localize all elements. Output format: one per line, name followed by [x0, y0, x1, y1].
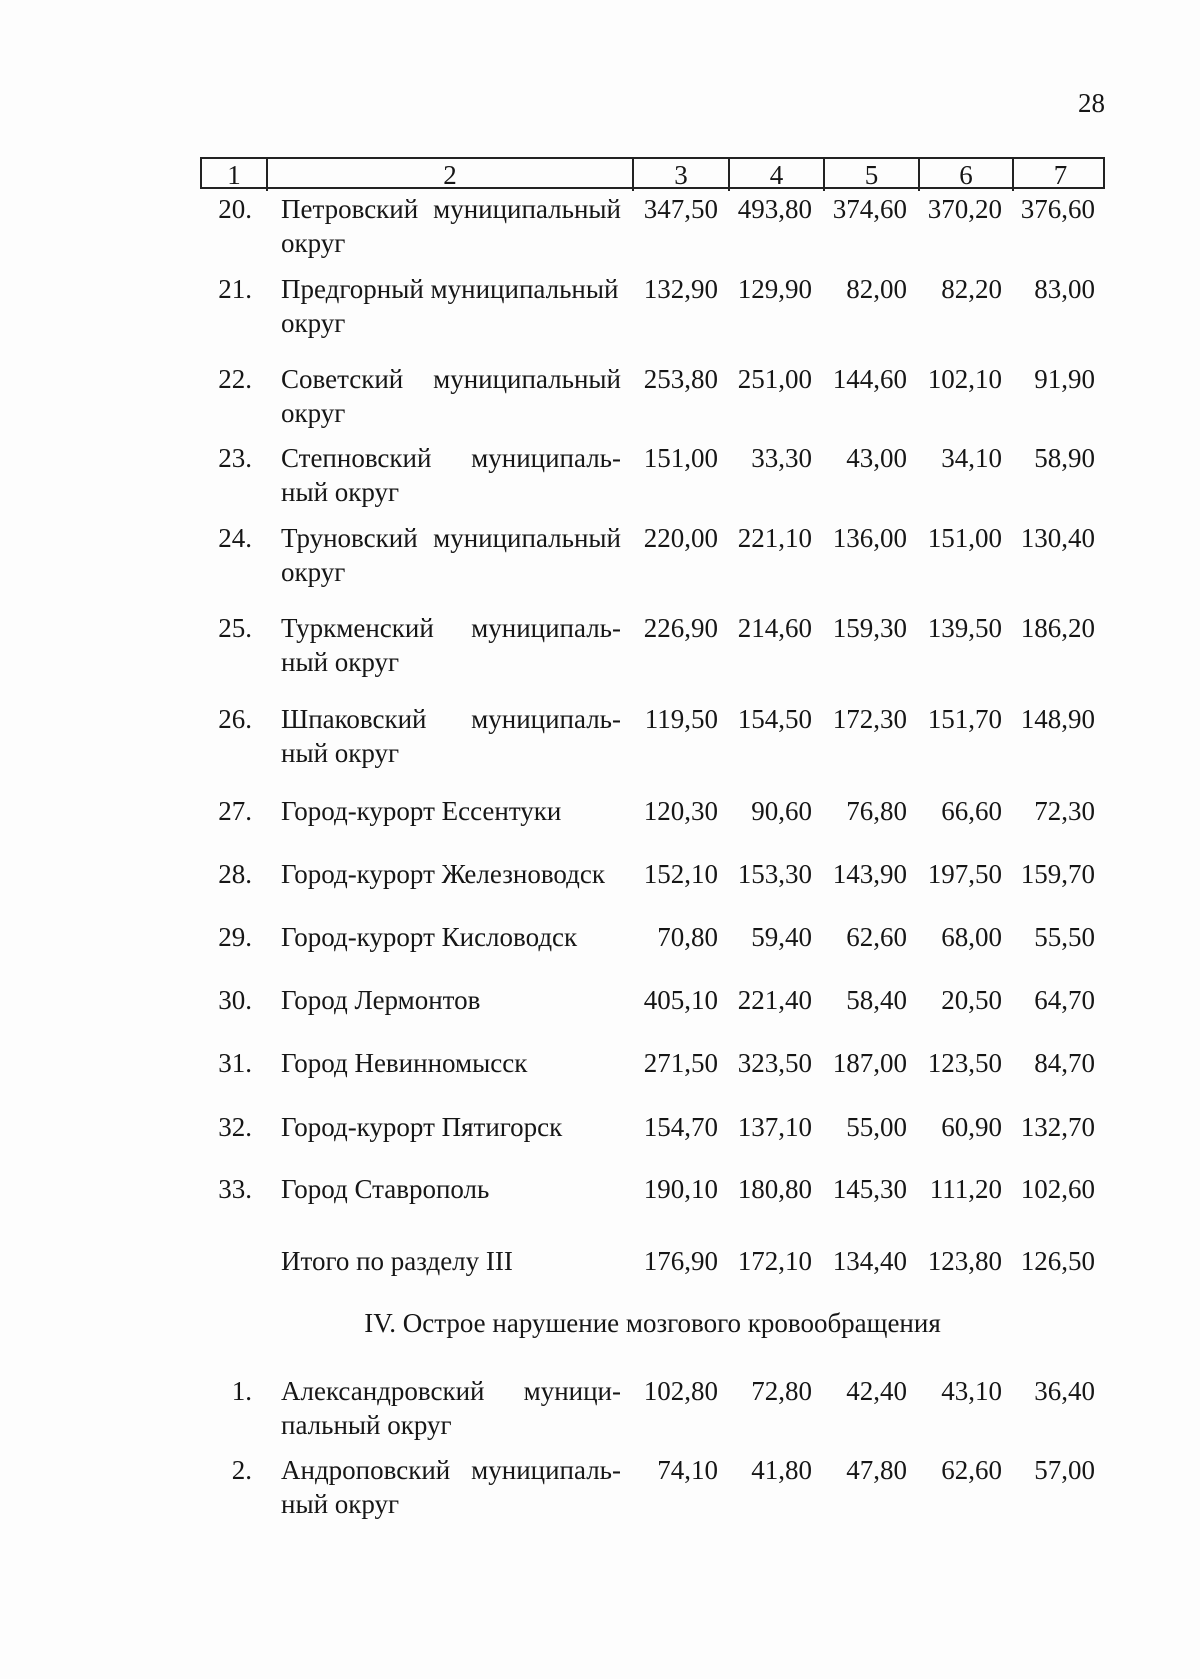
row-value-col7: 91,90	[1034, 364, 1095, 394]
row-number: 32.	[218, 1112, 252, 1142]
row-name-word: Город Ставрополь	[281, 1174, 490, 1204]
row-value-col7: 186,20	[1020, 613, 1095, 643]
row-value-col7: 376,60	[1020, 194, 1095, 224]
row-value-col7: 58,90	[1034, 443, 1095, 473]
row-value-col6: 123,50	[927, 1048, 1002, 1078]
row-value-col6: 60,90	[941, 1112, 1002, 1142]
row-name	[281, 794, 621, 828]
row-value-col3: 271,50	[643, 1048, 718, 1078]
row-value-col7: 55,50	[1034, 922, 1095, 952]
row-value-col3: 253,80	[643, 364, 718, 394]
row-value-col6: 151,00	[927, 523, 1002, 553]
row-value-col3: 176,90	[643, 1246, 718, 1276]
row-value-col3: 220,00	[643, 523, 718, 553]
row-name-word: Город-курорт Пятигорск	[281, 1112, 563, 1142]
row-value-col6: 62,60	[941, 1455, 1002, 1485]
row-name-word: Советский	[281, 364, 404, 394]
row-name-line2: ный округ	[281, 647, 400, 677]
row-name-word: Город-курорт Кисловодск	[281, 922, 578, 952]
row-name	[281, 1110, 621, 1144]
row-value-col6: 123,80	[927, 1246, 1002, 1276]
row-name-word: Итого по разделу III	[281, 1246, 513, 1276]
row-value-col4: 214,60	[737, 613, 812, 643]
row-number: 33.	[218, 1174, 252, 1204]
row-value-col5: 76,80	[846, 796, 907, 826]
row-name-word: Александровский	[281, 1376, 485, 1406]
row-name-line2: округ	[281, 398, 346, 428]
row-value-col5: 136,00	[832, 523, 907, 553]
row-name	[281, 272, 621, 340]
row-name-word: Андроповский	[281, 1455, 451, 1485]
row-value-col3: 226,90	[643, 613, 718, 643]
header-col-1: 1	[202, 159, 268, 191]
row-value-col7: 148,90	[1020, 704, 1095, 734]
row-number: 30.	[218, 985, 252, 1015]
row-value-col6: 34,10	[941, 443, 1002, 473]
row-number: 20.	[218, 194, 252, 224]
row-value-col5: 58,40	[846, 985, 907, 1015]
header-col-5: 5	[825, 159, 920, 191]
row-number: 23.	[218, 443, 252, 473]
row-value-col4: 180,80	[737, 1174, 812, 1204]
row-value-col3: 70,80	[657, 922, 718, 952]
row-name-word: Степновский	[281, 443, 432, 473]
row-value-col6: 20,50	[941, 985, 1002, 1015]
row-name	[281, 611, 621, 679]
row-value-col7: 36,40	[1034, 1376, 1095, 1406]
table-header	[200, 157, 1105, 189]
row-name	[281, 441, 621, 509]
row-name-word: Петровский	[281, 194, 419, 224]
row-value-col3: 347,50	[643, 194, 718, 224]
row-value-col6: 66,60	[941, 796, 1002, 826]
row-name-word: Город Невинномысск	[281, 1048, 528, 1078]
row-value-col5: 159,30	[832, 613, 907, 643]
row-number: 27.	[218, 796, 252, 826]
row-value-col4: 154,50	[737, 704, 812, 734]
row-name-word: муниципаль-	[471, 1455, 621, 1485]
row-name-word: муниципаль-	[471, 443, 621, 473]
row-value-col5: 144,60	[832, 364, 907, 394]
row-value-col4: 137,10	[737, 1112, 812, 1142]
row-value-col7: 64,70	[1034, 985, 1095, 1015]
section-title: IV. Острое нарушение мозгового кровообращения	[364, 1308, 941, 1338]
row-value-col5: 134,40	[832, 1246, 907, 1276]
header-col-7: 7	[1053, 160, 1068, 190]
row-value-col6: 43,10	[941, 1376, 1002, 1406]
row-value-col6: 139,50	[927, 613, 1002, 643]
row-value-col7: 72,30	[1034, 796, 1095, 826]
row-name-line2: ный округ	[281, 1489, 400, 1519]
row-name-line2: ный округ	[281, 738, 400, 768]
row-name-word: муниципальный	[433, 523, 621, 553]
row-name-word: Город Лермонтов	[281, 985, 481, 1015]
row-value-col4: 153,30	[737, 859, 812, 889]
row-name-word: Туркменский	[281, 613, 434, 643]
row-value-col7: 102,60	[1020, 1174, 1095, 1204]
row-name-word: Шпаковский	[281, 704, 427, 734]
row-name	[281, 857, 621, 891]
row-value-col3: 74,10	[657, 1455, 718, 1485]
header-col-6: 6	[920, 159, 1014, 191]
row-value-col4: 129,90	[737, 274, 812, 304]
row-value-col7: 84,70	[1034, 1048, 1095, 1078]
row-value-col5: 374,60	[832, 194, 907, 224]
row-number: 1.	[231, 1376, 252, 1406]
row-value-col5: 62,60	[846, 922, 907, 952]
row-name-word: Предгорный муниципальный	[281, 274, 619, 304]
row-name	[281, 702, 621, 770]
header-col-3: 3	[634, 159, 730, 191]
row-value-col4: 72,80	[751, 1376, 812, 1406]
row-number: 22.	[218, 364, 252, 394]
row-value-col6: 82,20	[941, 274, 1002, 304]
header-col-2: 2	[268, 159, 634, 191]
row-value-col4: 221,10	[737, 523, 812, 553]
row-value-col6: 111,20	[929, 1174, 1002, 1204]
row-name-line2: пальный округ	[281, 1410, 452, 1440]
row-value-col3: 120,30	[643, 796, 718, 826]
row-value-col4: 493,80	[737, 194, 812, 224]
row-value-col5: 187,00	[832, 1048, 907, 1078]
row-value-col4: 251,00	[737, 364, 812, 394]
row-value-col5: 55,00	[846, 1112, 907, 1142]
header-col-4: 4	[730, 159, 825, 191]
row-value-col3: 154,70	[643, 1112, 718, 1142]
row-value-col5: 43,00	[846, 443, 907, 473]
row-number: 26.	[218, 704, 252, 734]
row-value-col3: 119,50	[644, 704, 718, 734]
row-value-col3: 132,90	[643, 274, 718, 304]
row-name	[281, 1453, 621, 1521]
row-value-col6: 370,20	[927, 194, 1002, 224]
row-name-word: муниципаль-	[471, 704, 621, 734]
row-value-col7: 132,70	[1020, 1112, 1095, 1142]
row-name-word: Труновский	[281, 523, 418, 553]
row-value-col6: 197,50	[927, 859, 1002, 889]
row-value-col6: 68,00	[941, 922, 1002, 952]
row-value-col5: 47,80	[846, 1455, 907, 1485]
row-name	[281, 362, 621, 430]
row-value-col7: 159,70	[1020, 859, 1095, 889]
row-name-line2: округ	[281, 228, 346, 258]
row-name	[281, 1046, 621, 1080]
row-value-col6: 151,70	[927, 704, 1002, 734]
row-value-col3: 151,00	[643, 443, 718, 473]
row-name-word: Город-курорт Железноводск	[281, 859, 605, 889]
row-value-col4: 33,30	[751, 443, 812, 473]
row-name-line2: округ	[281, 308, 346, 338]
row-value-col5: 172,30	[832, 704, 907, 734]
row-name	[281, 192, 621, 260]
row-value-col4: 90,60	[751, 796, 812, 826]
row-value-col5: 143,90	[832, 859, 907, 889]
row-value-col3: 190,10	[643, 1174, 718, 1204]
row-number: 2.	[231, 1455, 252, 1485]
row-name-word: муниципальный	[433, 194, 621, 224]
row-name	[281, 1172, 621, 1206]
row-name-word: муници-	[523, 1376, 621, 1406]
row-name-word: муниципальный	[433, 364, 621, 394]
row-number: 28.	[218, 859, 252, 889]
row-number: 29.	[218, 922, 252, 952]
row-number: 21.	[218, 274, 252, 304]
row-value-col7: 83,00	[1034, 274, 1095, 304]
row-name-word: муниципаль-	[471, 613, 621, 643]
row-number: 25.	[218, 613, 252, 643]
page-number: 28	[1078, 88, 1105, 118]
row-value-col3: 405,10	[643, 985, 718, 1015]
row-value-col4: 59,40	[751, 922, 812, 952]
row-name	[281, 1374, 621, 1442]
row-value-col3: 102,80	[643, 1376, 718, 1406]
row-name-line2: ный округ	[281, 477, 400, 507]
row-name-line2: округ	[281, 557, 346, 587]
row-number: 31.	[218, 1048, 252, 1078]
row-value-col4: 41,80	[751, 1455, 812, 1485]
row-name	[281, 983, 621, 1017]
row-value-col4: 221,40	[737, 985, 812, 1015]
row-value-col7: 126,50	[1020, 1246, 1095, 1276]
row-value-col5: 145,30	[832, 1174, 907, 1204]
row-name	[281, 920, 621, 954]
row-number: 24.	[218, 523, 252, 553]
row-name	[281, 1244, 621, 1278]
row-value-col7: 57,00	[1034, 1455, 1095, 1485]
row-value-col3: 152,10	[643, 859, 718, 889]
row-value-col4: 323,50	[737, 1048, 812, 1078]
row-name	[281, 521, 621, 589]
row-value-col5: 42,40	[846, 1376, 907, 1406]
row-value-col5: 82,00	[846, 274, 907, 304]
row-name-word: Город-курорт Ессентуки	[281, 796, 562, 826]
row-value-col4: 172,10	[737, 1246, 812, 1276]
row-value-col6: 102,10	[927, 364, 1002, 394]
row-value-col7: 130,40	[1020, 523, 1095, 553]
